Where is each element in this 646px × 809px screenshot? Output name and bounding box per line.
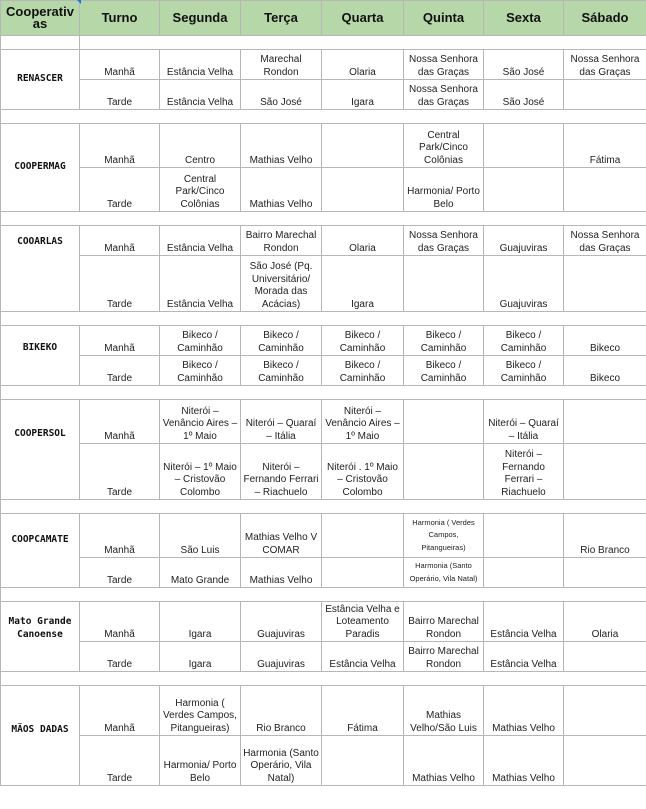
cell-turno[interactable]: Manhã [80, 686, 160, 736]
table-row [1, 686, 646, 736]
cell-turno[interactable]: Manhã [80, 226, 160, 256]
cell-quarta[interactable]: Estância Velha [322, 642, 404, 672]
cell-quarta[interactable]: Niterói – Venâncio Aires – 1º Maio [322, 400, 404, 444]
cell-segunda[interactable]: Estância Velha [160, 226, 241, 256]
table-row [1, 400, 646, 444]
cell-quarta[interactable]: Bikeco / Caminhão [322, 326, 404, 356]
cell-segunda[interactable]: Centro [160, 124, 241, 168]
cell-turno[interactable]: Manhã [80, 50, 160, 80]
spacer-row [1, 386, 646, 400]
cell-terca[interactable]: Niterói – Fernando Ferrari – Riachuelo [241, 444, 322, 500]
table-row [1, 80, 646, 110]
cell-terca[interactable]: Guajuviras [241, 642, 322, 672]
table-row [1, 444, 646, 500]
cell-sexta[interactable]: Guajuviras [484, 226, 564, 256]
cell-segunda[interactable]: Central Park/Cinco Colônias [160, 168, 241, 212]
cell-quarta[interactable] [322, 558, 404, 588]
table-row [1, 326, 646, 356]
header-sexta[interactable]: Sexta [484, 1, 564, 36]
cell-terca[interactable]: Bikeco / Caminhão [241, 356, 322, 386]
coop-name-maosdadas[interactable]: MÃOS DADAS [1, 686, 80, 786]
spacer-row [1, 212, 646, 226]
cell-sexta[interactable] [484, 168, 564, 212]
cell-segunda[interactable]: Bikeco / Caminhão [160, 356, 241, 386]
cell-quinta[interactable]: Bikeco / Caminhão [404, 356, 484, 386]
cell-sexta[interactable] [484, 514, 564, 558]
cell-sexta[interactable] [484, 124, 564, 168]
cell-turno[interactable]: Manhã [80, 514, 160, 558]
coop-name-coopersol[interactable]: COOPERSOL [1, 400, 80, 500]
cell-segunda[interactable]: São Luis [160, 514, 241, 558]
cell-sabado[interactable]: Olaria [564, 602, 646, 642]
cell-terca[interactable]: Mathias Velho [241, 558, 322, 588]
cell-quinta[interactable]: Bikeco / Caminhão [404, 326, 484, 356]
coop-name-renascer[interactable]: RENASCER [1, 50, 80, 110]
coop-name-cooarlas[interactable]: COOARLAS [1, 226, 80, 312]
cell-quinta[interactable]: Nossa Senhora das Graças [404, 226, 484, 256]
cell-sabado[interactable] [564, 168, 646, 212]
cell-quinta[interactable]: Harmonia ( Verdes Campos, Pitangueiras) [404, 514, 484, 558]
spacer-row [1, 110, 646, 124]
cell-sexta[interactable]: Mathias Velho [484, 736, 564, 786]
cell-terca[interactable]: Marechal Rondon [241, 50, 322, 80]
cell-terca[interactable]: Mathias Velho V COMAR [241, 514, 322, 558]
cell-selection-marker [77, 0, 81, 4]
header-row [1, 1, 646, 36]
header-terca[interactable]: Terça [241, 1, 322, 36]
cell-sabado[interactable] [564, 444, 646, 500]
cell-quinta[interactable] [404, 400, 484, 444]
cell-segunda[interactable]: Igara [160, 642, 241, 672]
cell-segunda[interactable]: Mato Grande [160, 558, 241, 588]
cell-quinta[interactable]: Harmonia/ Porto Belo [404, 168, 484, 212]
cell-terca[interactable]: São José [241, 80, 322, 110]
cell-quinta[interactable] [404, 444, 484, 500]
cell-quinta[interactable]: Harmonia (Santo Operário, Vila Natal) [404, 558, 484, 588]
cell-sexta[interactable]: Guajuviras [484, 256, 564, 312]
cell-sabado[interactable] [564, 558, 646, 588]
header-quarta[interactable]: Quarta [322, 1, 404, 36]
cell-sabado[interactable]: Rio Branco [564, 514, 646, 558]
cell-sabado[interactable] [564, 736, 646, 786]
cell-segunda[interactable]: Niterói – 1º Maio – Cristovão Colombo [160, 444, 241, 500]
cell-turno[interactable]: Manhã [80, 602, 160, 642]
cell-quarta[interactable]: Bikeco / Caminhão [322, 356, 404, 386]
coop-name-bikeko[interactable]: BIKEKO [1, 326, 80, 386]
cell-segunda[interactable]: Harmonia/ Porto Belo [160, 736, 241, 786]
cell-quarta[interactable]: Fátima [322, 686, 404, 736]
cell-sabado[interactable] [564, 642, 646, 672]
header-sabado[interactable]: Sábado [564, 1, 646, 36]
cell-turno[interactable]: Tarde [80, 444, 160, 500]
cell-quarta[interactable] [322, 168, 404, 212]
cell-turno[interactable]: Tarde [80, 168, 160, 212]
cell-turno[interactable]: Tarde [80, 80, 160, 110]
table-row [1, 602, 646, 642]
cell-turno[interactable]: Tarde [80, 256, 160, 312]
cell-sabado[interactable]: Bikeco [564, 356, 646, 386]
spacer-row [1, 312, 646, 326]
coop-name-coopermag[interactable]: COOPERMAG [1, 124, 80, 212]
table-row [1, 356, 646, 386]
cell-quarta[interactable]: Estância Velha e Loteamento Paradis [322, 602, 404, 642]
cell-segunda[interactable]: Estância Velha [160, 50, 241, 80]
cell-quinta[interactable]: Mathias Velho [404, 736, 484, 786]
cell-quarta[interactable] [322, 124, 404, 168]
table-row [1, 50, 646, 80]
header-turno[interactable]: Turno [80, 1, 160, 36]
cell-turno[interactable]: Tarde [80, 736, 160, 786]
cell-quarta[interactable]: Olaria [322, 226, 404, 256]
coop-name-coopcamate[interactable]: COOPCAMATE [1, 514, 80, 588]
header-cooperativas[interactable]: Cooperativas [1, 1, 80, 36]
cell-quinta[interactable]: Bairro Marechal Rondon [404, 642, 484, 672]
spacer-row [1, 672, 646, 686]
cell-sabado[interactable]: Nossa Senhora das Graças [564, 226, 646, 256]
cell-turno[interactable]: Tarde [80, 558, 160, 588]
spacer-row [1, 588, 646, 602]
cell-sexta[interactable]: Bikeco / Caminhão [484, 326, 564, 356]
cell-quinta[interactable] [404, 256, 484, 312]
cell-terca[interactable]: Mathias Velho [241, 124, 322, 168]
cell-quarta[interactable]: Niterói . 1º Maio – Cristovão Colombo [322, 444, 404, 500]
spacer-row [1, 500, 646, 514]
cell-quarta[interactable]: Igara [322, 256, 404, 312]
cell-sabado[interactable]: Nossa Senhora das Graças [564, 50, 646, 80]
cell-terca[interactable]: São José (Pq. Universitário/ Morada das Acácias) [241, 256, 322, 312]
cell-quinta[interactable]: Mathias Velho/São Luis [404, 686, 484, 736]
cell-sexta[interactable]: São José [484, 80, 564, 110]
cell-sexta[interactable] [484, 558, 564, 588]
cell-terca[interactable]: Guajuviras [241, 602, 322, 642]
cell-segunda[interactable]: Bikeco / Caminhão [160, 326, 241, 356]
table-row [1, 226, 646, 256]
cell-terca[interactable]: Bairro Marechal Rondon [241, 226, 322, 256]
cell-sexta[interactable]: São José [484, 50, 564, 80]
cell-sexta[interactable]: Estância Velha [484, 602, 564, 642]
table-row [1, 642, 646, 672]
header-segunda[interactable]: Segunda [160, 1, 241, 36]
cell-segunda[interactable]: Niterói – Venâncio Aires – 1º Maio [160, 400, 241, 444]
cell-terca[interactable]: Harmonia (Santo Operário, Vila Natal) [241, 736, 322, 786]
cell-segunda[interactable]: Harmonia ( Verdes Campos, Pitangueiras) [160, 686, 241, 736]
coop-name-matogrande[interactable]: Mato Grande Canoense [1, 602, 80, 672]
cell-quarta[interactable] [322, 736, 404, 786]
cell-turno[interactable]: Manhã [80, 326, 160, 356]
cell-quinta[interactable]: Central Park/Cinco Colônias [404, 124, 484, 168]
cell-quarta[interactable]: Olaria [322, 50, 404, 80]
header-quinta[interactable]: Quinta [404, 1, 484, 36]
cell-terca[interactable]: Rio Branco [241, 686, 322, 736]
table-row [1, 124, 646, 168]
cell-sabado[interactable]: Fátima [564, 124, 646, 168]
table-row [1, 514, 646, 558]
cell-turno[interactable]: Tarde [80, 356, 160, 386]
cell-turno[interactable]: Tarde [80, 642, 160, 672]
cell-sabado[interactable] [564, 256, 646, 312]
cell-turno[interactable]: Manhã [80, 400, 160, 444]
cell-sabado[interactable] [564, 80, 646, 110]
cell-quinta[interactable]: Nossa Senhora das Graças [404, 50, 484, 80]
cell-sexta[interactable]: Niterói – Quaraí – Itália [484, 400, 564, 444]
cell-segunda[interactable]: Estância Velha [160, 80, 241, 110]
cell-terca[interactable]: Bikeco / Caminhão [241, 326, 322, 356]
cell-terca[interactable]: Niterói – Quaraí – Itália [241, 400, 322, 444]
table-row [1, 736, 646, 786]
table-row [1, 168, 646, 212]
cell-segunda[interactable]: Igara [160, 602, 241, 642]
cell-sexta[interactable]: Niterói – Fernando Ferrari – Riachuelo [484, 444, 564, 500]
cell-turno[interactable]: Manhã [80, 124, 160, 168]
cell-segunda[interactable]: Estância Velha [160, 256, 241, 312]
cell-sexta[interactable]: Estância Velha [484, 642, 564, 672]
cell-terca[interactable]: Mathias Velho [241, 168, 322, 212]
table-row [1, 256, 646, 312]
cell-sabado[interactable] [564, 686, 646, 736]
cell-quarta[interactable]: Igara [322, 80, 404, 110]
cell-sexta[interactable]: Mathias Velho [484, 686, 564, 736]
cell-quarta[interactable] [322, 514, 404, 558]
cell-sabado[interactable]: Bikeco [564, 326, 646, 356]
table-row [1, 558, 646, 588]
cell-quinta[interactable]: Bairro Marechal Rondon [404, 602, 484, 642]
cell-quinta[interactable]: Nossa Senhora das Graças [404, 80, 484, 110]
cell-sabado[interactable] [564, 400, 646, 444]
spacer-row [1, 36, 646, 50]
cell-sexta[interactable]: Bikeco / Caminhão [484, 356, 564, 386]
